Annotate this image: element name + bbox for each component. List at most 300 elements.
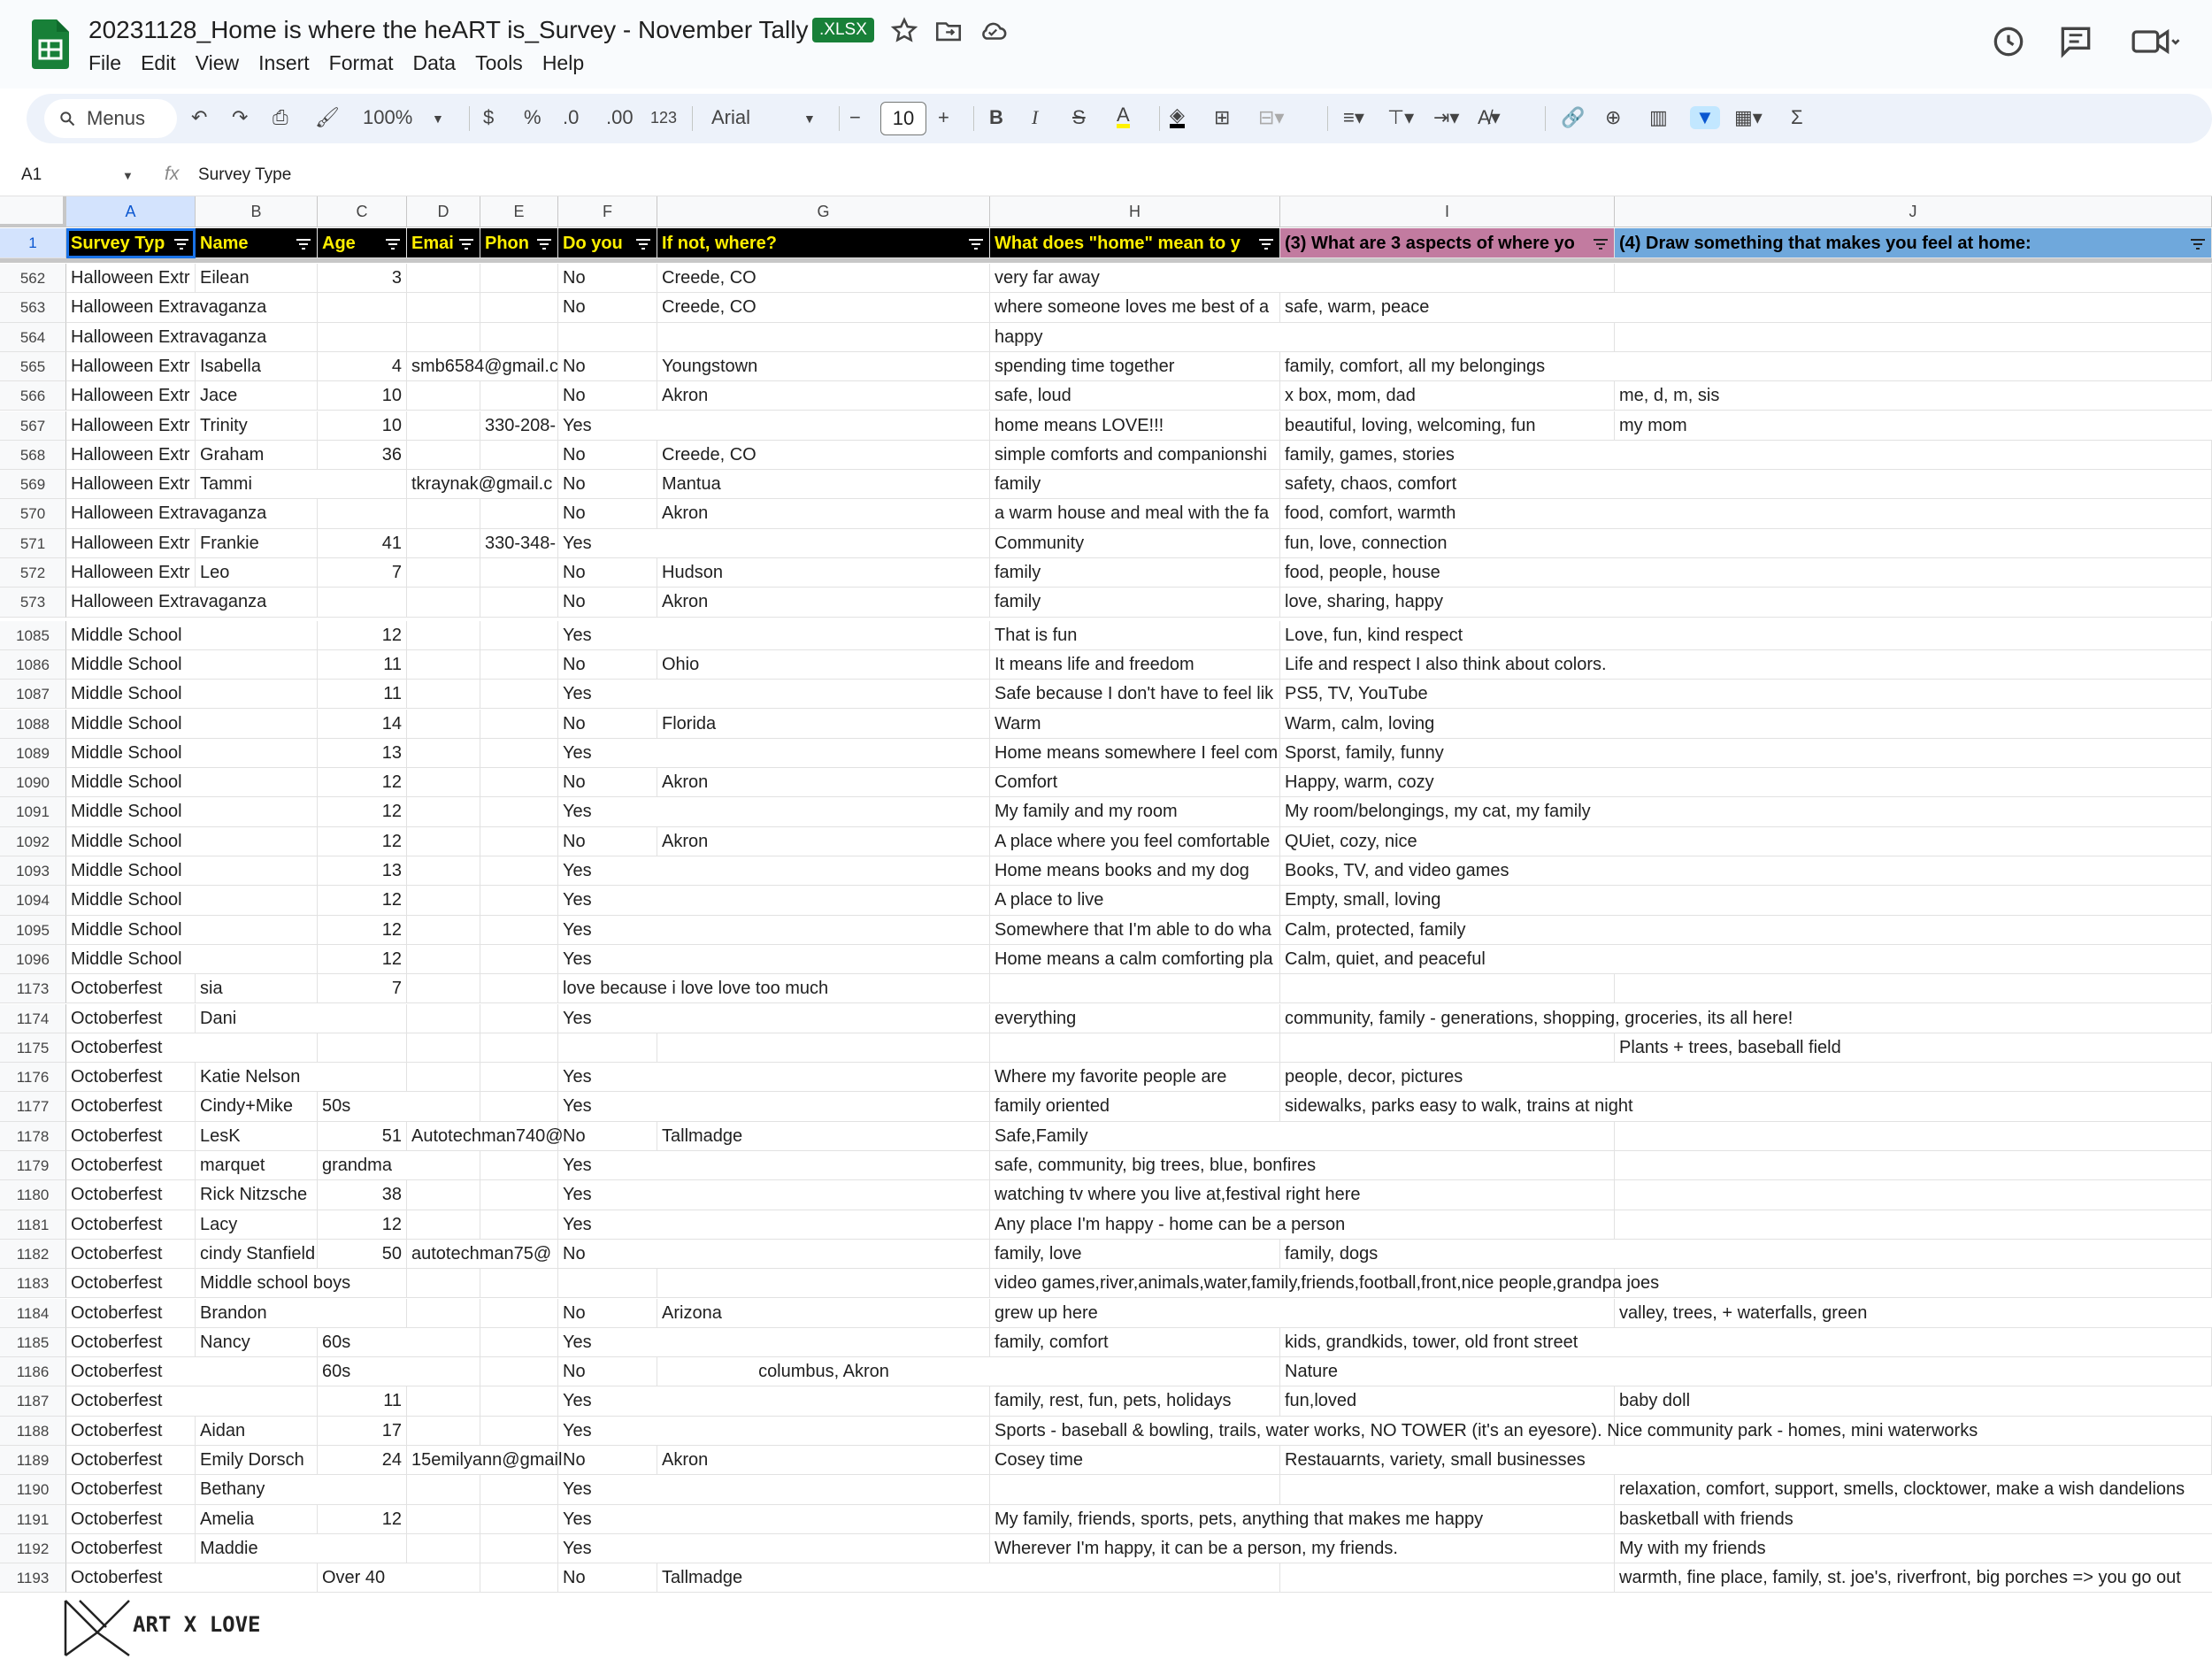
italic-icon[interactable]: I xyxy=(1032,106,1039,128)
cell-e[interactable] xyxy=(480,323,558,352)
cell-g[interactable]: Creede, CO xyxy=(657,264,990,293)
cell-i[interactable]: Warm, calm, loving xyxy=(1280,710,1615,739)
cell-f[interactable]: Yes xyxy=(558,1475,657,1504)
cell-g[interactable] xyxy=(657,886,990,915)
row-number[interactable]: 1094 xyxy=(0,886,66,915)
cell-d[interactable] xyxy=(407,1299,480,1328)
decrease-font-size-icon[interactable]: − xyxy=(849,106,861,128)
cell-d[interactable] xyxy=(407,499,480,528)
cell-c[interactable]: 12 xyxy=(318,1505,407,1534)
cell-i[interactable] xyxy=(1280,974,1615,1003)
cell-h[interactable]: simple comforts and companionshi xyxy=(990,441,1280,470)
cell-g[interactable] xyxy=(657,739,990,768)
cell-j[interactable] xyxy=(1615,680,2212,709)
row-number[interactable]: 1186 xyxy=(0,1357,66,1386)
row-number[interactable]: 569 xyxy=(0,470,66,499)
cell-f[interactable]: Yes xyxy=(558,1180,657,1210)
cell-d[interactable]: autotechman75@ xyxy=(407,1240,480,1269)
cell-a[interactable]: Octoberfest xyxy=(66,1475,196,1504)
cell-a[interactable]: Halloween Extravaganza xyxy=(66,588,196,617)
cell-h[interactable]: family, comfort xyxy=(990,1328,1280,1357)
column-filter-icon[interactable] xyxy=(385,237,401,251)
cell-i[interactable]: PS5, TV, YouTube xyxy=(1280,680,1615,709)
cell-d[interactable] xyxy=(407,1357,480,1386)
cell-a[interactable]: Octoberfest xyxy=(66,1180,196,1210)
cell-j[interactable]: valley, trees, + waterfalls, green xyxy=(1615,1299,2212,1328)
star-icon[interactable] xyxy=(889,16,919,46)
cell-g[interactable] xyxy=(657,1151,990,1180)
cell-c[interactable] xyxy=(318,293,407,322)
cell-d[interactable] xyxy=(407,1417,480,1446)
zoom-select[interactable]: 100% xyxy=(363,106,413,128)
cloud-saved-icon[interactable] xyxy=(978,16,1008,46)
row-number[interactable]: 571 xyxy=(0,529,66,558)
row-number[interactable]: 1173 xyxy=(0,974,66,1003)
cell-i[interactable] xyxy=(1280,1299,1615,1328)
font-select[interactable]: Arial xyxy=(711,106,751,128)
functions-icon[interactable]: Σ xyxy=(1791,106,1803,128)
header-cell-h[interactable] xyxy=(990,228,1280,258)
cell-h[interactable]: Where my favorite people are xyxy=(990,1063,1280,1092)
cell-e[interactable] xyxy=(480,558,558,588)
cell-b[interactable]: sia xyxy=(196,974,318,1003)
cell-a[interactable]: Halloween Extr xyxy=(66,352,196,381)
cell-h[interactable]: That is fun xyxy=(990,621,1280,650)
paint-format-icon[interactable]: 🖌 xyxy=(315,106,340,128)
cell-i[interactable] xyxy=(1280,264,1615,293)
cell-i[interactable]: Nature xyxy=(1280,1357,1615,1386)
cell-d[interactable] xyxy=(407,739,480,768)
header-cell-c[interactable] xyxy=(318,228,407,258)
cell-i[interactable]: food, people, house xyxy=(1280,558,1615,588)
cell-d[interactable] xyxy=(407,945,480,974)
cell-j[interactable] xyxy=(1615,588,2212,617)
cell-b[interactable]: Isabella xyxy=(196,352,318,381)
cell-e[interactable] xyxy=(480,1328,558,1357)
cell-g[interactable]: Ohio xyxy=(657,650,990,680)
name-box-chevron-down-icon[interactable]: ▼ xyxy=(122,169,134,182)
strikethrough-icon[interactable]: S xyxy=(1072,106,1086,128)
cell-i[interactable]: love, sharing, happy xyxy=(1280,588,1615,617)
cell-i[interactable]: My room/belongings, my cat, my family xyxy=(1280,797,1615,826)
cell-h[interactable]: family, rest, fun, pets, holidays xyxy=(990,1386,1280,1416)
cell-e[interactable] xyxy=(480,264,558,293)
cell-a[interactable]: Halloween Extr xyxy=(66,470,196,499)
vertical-align-icon[interactable]: ⊤▾ xyxy=(1387,106,1415,128)
cell-f[interactable] xyxy=(558,1269,657,1298)
cell-e[interactable] xyxy=(480,1210,558,1240)
header-cell-d[interactable] xyxy=(407,228,480,258)
cell-g[interactable] xyxy=(657,621,990,650)
cell-j[interactable] xyxy=(1615,470,2212,499)
header-cell-j[interactable] xyxy=(1615,228,2212,258)
cell-j[interactable] xyxy=(1615,945,2212,974)
cell-h[interactable]: Comfort xyxy=(990,768,1280,797)
row-number[interactable]: 1178 xyxy=(0,1122,66,1151)
row-number[interactable]: 1 xyxy=(0,228,66,258)
row-number[interactable]: 572 xyxy=(0,558,66,588)
cell-f[interactable]: No xyxy=(558,1563,657,1593)
cell-g[interactable] xyxy=(657,1505,990,1534)
cell-j[interactable] xyxy=(1615,323,2212,352)
menu-format[interactable]: Format xyxy=(328,51,394,74)
document-title[interactable]: 20231128_Home is where the heART is_Survey - November Tally xyxy=(88,16,809,43)
cell-f[interactable]: Yes xyxy=(558,797,657,826)
cell-b[interactable]: Trinity xyxy=(196,411,318,441)
cell-f[interactable]: No xyxy=(558,264,657,293)
cell-c[interactable]: 36 xyxy=(318,441,407,470)
cell-d[interactable] xyxy=(407,323,480,352)
cell-a[interactable]: Octoberfest xyxy=(66,1417,196,1446)
row-number[interactable]: 1092 xyxy=(0,827,66,856)
cell-b[interactable]: Aidan xyxy=(196,1417,318,1446)
cell-d[interactable] xyxy=(407,1534,480,1563)
row-number[interactable]: 1089 xyxy=(0,739,66,768)
cell-b[interactable] xyxy=(196,739,318,768)
comments-icon[interactable] xyxy=(2056,22,2095,61)
version-history-icon[interactable] xyxy=(1989,22,2028,61)
cell-g[interactable]: Tallmadge xyxy=(657,1122,990,1151)
row-number[interactable]: 1184 xyxy=(0,1299,66,1328)
cell-f[interactable]: No xyxy=(558,352,657,381)
cell-a[interactable]: Middle School xyxy=(66,856,196,886)
cell-f[interactable]: No xyxy=(558,1240,657,1269)
column-filter-icon[interactable] xyxy=(2190,237,2206,251)
cell-i[interactable]: Empty, small, loving xyxy=(1280,886,1615,915)
cell-g[interactable] xyxy=(657,1210,990,1240)
cell-a[interactable]: Octoberfest xyxy=(66,1122,196,1151)
row-number[interactable]: 567 xyxy=(0,411,66,441)
cell-d[interactable] xyxy=(407,1563,480,1593)
cell-c[interactable]: 7 xyxy=(318,974,407,1003)
cell-h[interactable]: Safe,Family xyxy=(990,1122,1280,1151)
cell-a[interactable]: Middle School xyxy=(66,650,196,680)
cell-g[interactable]: Akron xyxy=(657,381,990,411)
row-number[interactable]: 1181 xyxy=(0,1210,66,1240)
cell-i[interactable]: fun, love, connection xyxy=(1280,529,1615,558)
cell-e[interactable] xyxy=(480,381,558,411)
cell-d[interactable] xyxy=(407,1092,480,1121)
header-cell-b[interactable] xyxy=(196,228,318,258)
cell-d[interactable]: tkraynak@gmail.c xyxy=(407,470,480,499)
cell-a[interactable]: Octoberfest xyxy=(66,1240,196,1269)
fill-color-icon[interactable]: ◈ xyxy=(1170,106,1185,128)
cell-a[interactable]: Halloween Extr xyxy=(66,411,196,441)
cell-f[interactable]: Yes xyxy=(558,1092,657,1121)
cell-j[interactable] xyxy=(1615,1269,2212,1298)
menu-insert[interactable]: Insert xyxy=(258,51,310,74)
cell-h[interactable]: Home means somewhere I feel com xyxy=(990,739,1280,768)
column-filter-icon[interactable] xyxy=(1593,237,1609,251)
cell-h[interactable]: A place to live xyxy=(990,886,1280,915)
cell-b[interactable]: Lacy xyxy=(196,1210,318,1240)
cell-g[interactable] xyxy=(657,1386,990,1416)
print-icon[interactable]: ⎙ xyxy=(273,106,288,128)
cell-g[interactable] xyxy=(657,1534,990,1563)
cell-f[interactable]: No xyxy=(558,470,657,499)
formula-input[interactable]: Survey Type xyxy=(198,165,292,184)
cell-j[interactable] xyxy=(1615,1122,2212,1151)
cell-d[interactable] xyxy=(407,293,480,322)
row-number[interactable]: 1189 xyxy=(0,1446,66,1475)
cell-h[interactable]: family xyxy=(990,470,1280,499)
cell-g[interactable] xyxy=(657,1240,990,1269)
cell-a[interactable]: Octoberfest xyxy=(66,1328,196,1357)
row-number[interactable]: 1192 xyxy=(0,1534,66,1563)
column-header-d[interactable]: D xyxy=(407,196,480,227)
cell-g[interactable] xyxy=(657,1092,990,1121)
cell-a[interactable]: Halloween Extravaganza xyxy=(66,323,196,352)
cell-j[interactable]: basketball with friends xyxy=(1615,1505,2212,1534)
filter-icon[interactable]: ▼ xyxy=(1690,106,1720,129)
cell-j[interactable] xyxy=(1615,264,2212,293)
cell-b[interactable] xyxy=(196,945,318,974)
cell-d[interactable] xyxy=(407,856,480,886)
cell-j[interactable] xyxy=(1615,1092,2212,1121)
cell-e[interactable] xyxy=(480,1092,558,1121)
row-number[interactable]: 1187 xyxy=(0,1386,66,1416)
header-cell-i[interactable] xyxy=(1280,228,1615,258)
cell-a[interactable]: Middle School xyxy=(66,739,196,768)
cell-f[interactable]: Yes xyxy=(558,411,657,441)
cell-h[interactable]: family xyxy=(990,588,1280,617)
cell-i[interactable]: Happy, warm, cozy xyxy=(1280,768,1615,797)
zoom-chevron-down-icon[interactable]: ▼ xyxy=(432,111,444,126)
cell-f[interactable]: Yes xyxy=(558,1151,657,1180)
cell-d[interactable]: smb6584@gmail.c xyxy=(407,352,480,381)
cell-c[interactable] xyxy=(318,588,407,617)
cell-b[interactable] xyxy=(196,856,318,886)
row-number[interactable]: 573 xyxy=(0,588,66,617)
cell-g[interactable]: Creede, CO xyxy=(657,293,990,322)
cell-a[interactable]: Octoberfest xyxy=(66,1505,196,1534)
cell-j[interactable] xyxy=(1615,1210,2212,1240)
cell-b[interactable]: Frankie xyxy=(196,529,318,558)
cell-g[interactable]: columbus, Akron xyxy=(657,1357,990,1386)
cell-h[interactable] xyxy=(990,974,1280,1003)
row-number[interactable]: 1096 xyxy=(0,945,66,974)
cell-h[interactable]: Home means a calm comforting pla xyxy=(990,945,1280,974)
row-number[interactable]: 1095 xyxy=(0,916,66,945)
row-number[interactable]: 1183 xyxy=(0,1269,66,1298)
cell-b[interactable]: Cindy+Mike xyxy=(196,1092,318,1121)
cell-i[interactable]: sidewalks, parks easy to walk, trains at night xyxy=(1280,1092,1615,1121)
cell-f[interactable]: Yes xyxy=(558,856,657,886)
cell-h[interactable]: video games,river,animals,water,family,friends,football,front,nice people,grandpa joes xyxy=(990,1269,1280,1298)
meet-video-icon[interactable] xyxy=(2128,22,2181,61)
cell-b[interactable] xyxy=(196,710,318,739)
cell-g[interactable]: Creede, CO xyxy=(657,441,990,470)
cell-d[interactable] xyxy=(407,886,480,915)
cell-h[interactable]: everything xyxy=(990,1004,1280,1033)
cell-i[interactable]: Life and respect I also think about colors. xyxy=(1280,650,1615,680)
row-number[interactable]: 1193 xyxy=(0,1563,66,1593)
cell-j[interactable] xyxy=(1615,916,2212,945)
cell-d[interactable] xyxy=(407,768,480,797)
cell-c[interactable]: 12 xyxy=(318,916,407,945)
insert-chart-icon[interactable]: ▥ xyxy=(1649,106,1668,128)
cell-d[interactable] xyxy=(407,441,480,470)
cell-c[interactable]: 12 xyxy=(318,621,407,650)
cell-b[interactable]: Tammi xyxy=(196,470,318,499)
cell-c[interactable]: 17 xyxy=(318,1417,407,1446)
cell-e[interactable] xyxy=(480,1004,558,1033)
cell-a[interactable]: Octoberfest xyxy=(66,1386,196,1416)
cell-a[interactable]: Octoberfest xyxy=(66,1269,196,1298)
cell-j[interactable] xyxy=(1615,797,2212,826)
cell-b[interactable]: cindy Stanfield xyxy=(196,1240,318,1269)
cell-g[interactable] xyxy=(657,680,990,709)
menu-search[interactable] xyxy=(44,99,177,138)
cell-c[interactable]: 10 xyxy=(318,381,407,411)
cell-h[interactable]: Safe because I don't have to feel lik xyxy=(990,680,1280,709)
cell-b[interactable] xyxy=(196,1386,318,1416)
cell-i[interactable]: x box, mom, dad xyxy=(1280,381,1615,411)
cell-b[interactable] xyxy=(196,1357,318,1386)
cell-e[interactable] xyxy=(480,710,558,739)
cell-g[interactable] xyxy=(657,411,990,441)
text-wrapping-icon[interactable]: ⇥▾ xyxy=(1433,106,1460,128)
font-size-input[interactable]: 10 xyxy=(880,102,926,135)
cell-j[interactable]: baby doll xyxy=(1615,1386,2212,1416)
cell-f[interactable]: No xyxy=(558,558,657,588)
cell-g[interactable]: Akron xyxy=(657,827,990,856)
cell-c[interactable]: 50 xyxy=(318,1240,407,1269)
cell-e[interactable] xyxy=(480,1534,558,1563)
cell-e[interactable] xyxy=(480,1563,558,1593)
cell-i[interactable]: Books, TV, and video games xyxy=(1280,856,1615,886)
cell-d[interactable] xyxy=(407,411,480,441)
name-box[interactable]: A1 xyxy=(21,165,42,184)
cell-j[interactable] xyxy=(1615,499,2212,528)
cell-i[interactable]: kids, grandkids, tower, old front street xyxy=(1280,1328,1615,1357)
cell-h[interactable]: family, love xyxy=(990,1240,1280,1269)
cell-c[interactable]: 12 xyxy=(318,797,407,826)
cell-j[interactable] xyxy=(1615,739,2212,768)
cell-c[interactable]: 12 xyxy=(318,886,407,915)
cell-e[interactable] xyxy=(480,1505,558,1534)
cell-j[interactable] xyxy=(1615,1063,2212,1092)
cell-c[interactable]: 3 xyxy=(318,264,407,293)
cell-g[interactable]: Akron xyxy=(657,588,990,617)
cell-g[interactable] xyxy=(657,1269,990,1298)
cell-h[interactable]: It means life and freedom xyxy=(990,650,1280,680)
cell-f[interactable]: No xyxy=(558,1357,657,1386)
cell-d[interactable] xyxy=(407,650,480,680)
cell-j[interactable]: Plants + trees, baseball field xyxy=(1615,1033,2212,1063)
cell-i[interactable]: Calm, protected, family xyxy=(1280,916,1615,945)
cell-c[interactable]: 11 xyxy=(318,650,407,680)
cell-c[interactable] xyxy=(318,499,407,528)
cell-j[interactable]: My with my friends xyxy=(1615,1534,2212,1563)
cell-d[interactable] xyxy=(407,1004,480,1033)
cell-c[interactable] xyxy=(318,323,407,352)
row-number[interactable]: 1180 xyxy=(0,1180,66,1210)
text-color-icon[interactable]: A xyxy=(1117,106,1130,128)
cell-a[interactable]: Middle School xyxy=(66,797,196,826)
cell-c[interactable]: 60s xyxy=(318,1328,407,1357)
cell-h[interactable]: Sports - baseball & bowling, trails, water works, NO TOWER (it's an eyesore). Nice community park - homes, mini waterworks xyxy=(990,1417,1280,1446)
row-number[interactable]: 1174 xyxy=(0,1004,66,1033)
cell-e[interactable] xyxy=(480,680,558,709)
cell-e[interactable] xyxy=(480,441,558,470)
increase-decimal-button[interactable]: .00 xyxy=(606,106,634,128)
cell-j[interactable] xyxy=(1615,650,2212,680)
cell-f[interactable]: No xyxy=(558,710,657,739)
cell-g[interactable] xyxy=(657,1033,990,1063)
cell-a[interactable]: Halloween Extr xyxy=(66,529,196,558)
cell-a[interactable]: Middle School xyxy=(66,768,196,797)
row-number[interactable]: 1188 xyxy=(0,1417,66,1446)
cell-c[interactable]: 12 xyxy=(318,945,407,974)
column-header-f[interactable]: F xyxy=(558,196,657,227)
cell-g[interactable]: Akron xyxy=(657,768,990,797)
menu-edit[interactable]: Edit xyxy=(141,51,176,74)
cell-h[interactable]: happy xyxy=(990,323,1280,352)
cell-h[interactable]: A place where you feel comfortable xyxy=(990,827,1280,856)
column-filter-icon[interactable] xyxy=(296,237,311,251)
cell-e[interactable] xyxy=(480,916,558,945)
row-number[interactable]: 1185 xyxy=(0,1328,66,1357)
cell-j[interactable]: my mom xyxy=(1615,411,2212,441)
font-chevron-down-icon[interactable]: ▼ xyxy=(803,111,816,126)
cell-h[interactable]: Wherever I'm happy, it can be a person, my friends. xyxy=(990,1534,1280,1563)
row-number[interactable]: 1176 xyxy=(0,1063,66,1092)
cell-c[interactable] xyxy=(318,1299,407,1328)
cell-b[interactable]: Middle school boys xyxy=(196,1269,318,1298)
cell-h[interactable]: Warm xyxy=(990,710,1280,739)
cell-d[interactable] xyxy=(407,916,480,945)
cell-f[interactable]: Yes xyxy=(558,886,657,915)
cell-h[interactable] xyxy=(990,1357,1280,1386)
cell-g[interactable]: Arizona xyxy=(657,1299,990,1328)
cell-f[interactable]: Yes xyxy=(558,621,657,650)
cell-i[interactable] xyxy=(1280,1475,1615,1504)
cell-e[interactable] xyxy=(480,739,558,768)
redo-icon[interactable]: ↷ xyxy=(232,106,249,128)
cell-d[interactable] xyxy=(407,558,480,588)
cell-f[interactable]: love because i love love too much xyxy=(558,974,657,1003)
cell-c[interactable]: 24 xyxy=(318,1446,407,1475)
row-number[interactable]: 563 xyxy=(0,293,66,322)
cell-h[interactable]: watching tv where you live at,festival right here xyxy=(990,1180,1280,1210)
column-filter-icon[interactable] xyxy=(1258,237,1274,251)
cell-b[interactable]: Leo xyxy=(196,558,318,588)
cell-e[interactable] xyxy=(480,856,558,886)
cell-e[interactable] xyxy=(480,499,558,528)
cell-e[interactable] xyxy=(480,768,558,797)
cell-a[interactable]: Octoberfest xyxy=(66,1357,196,1386)
cell-f[interactable]: No xyxy=(558,827,657,856)
currency-format-button[interactable]: $ xyxy=(483,106,495,128)
cell-a[interactable]: Octoberfest xyxy=(66,1299,196,1328)
cell-f[interactable]: No xyxy=(558,1446,657,1475)
cell-b[interactable] xyxy=(196,797,318,826)
cell-e[interactable] xyxy=(480,974,558,1003)
cell-i[interactable]: family, dogs xyxy=(1280,1240,1615,1269)
cell-c[interactable]: 12 xyxy=(318,827,407,856)
cell-i[interactable]: Restauarnts, variety, small businesses xyxy=(1280,1446,1615,1475)
cell-d[interactable] xyxy=(407,827,480,856)
cell-i[interactable]: QUiet, cozy, nice xyxy=(1280,827,1615,856)
cell-g[interactable] xyxy=(657,323,990,352)
cell-a[interactable]: Middle School xyxy=(66,945,196,974)
cell-h[interactable]: My family and my room xyxy=(990,797,1280,826)
cell-f[interactable]: Yes xyxy=(558,1210,657,1240)
cell-c[interactable]: Over 40 xyxy=(318,1563,407,1593)
cell-h[interactable]: spending time together xyxy=(990,352,1280,381)
cell-f[interactable] xyxy=(558,323,657,352)
